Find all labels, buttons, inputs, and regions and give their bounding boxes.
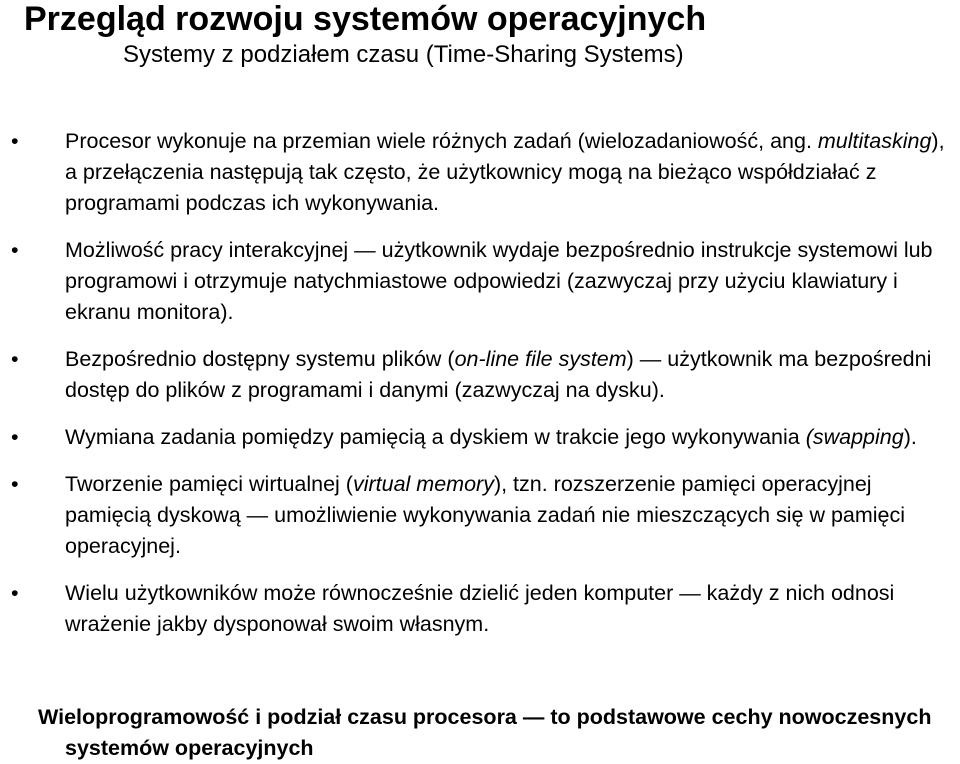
- bullet-item: [0, 126, 960, 219]
- bullet-text: [65, 422, 956, 453]
- bullet-text: [65, 126, 956, 219]
- bullet-text-italic: multitasking: [817, 129, 932, 153]
- bullet-text-part: Możliwość pracy interakcyjnej — użytkownik wydaje bezpośrednio instrukcje systemowi lub programowi i otrzymuje natychmiastowe odpowiedzi (zazwyczaj przy użyciu klawiatury i ekranu monitora).: [65, 238, 933, 324]
- summary-statement: [38, 702, 958, 764]
- bullet-list: [0, 126, 960, 656]
- bullet-text-part: Tworzenie pamięci wirtualnej (: [65, 472, 353, 496]
- bullet-text: [65, 469, 956, 562]
- bullet-text-italic: virtual memory: [352, 472, 494, 496]
- bullet-marker: •: [11, 472, 19, 496]
- bullet-item: [0, 422, 960, 453]
- bullet-text-part: Bezpośrednio dostępny systemu plików (: [65, 347, 455, 371]
- bullet-marker: •: [11, 425, 19, 449]
- bullet-text: [65, 235, 956, 328]
- bullet-item: [0, 344, 960, 406]
- slide-subtitle: Systemy z podziałem czasu (Time-Sharing Systems): [123, 41, 684, 68]
- bullet-text-part: Wielu użytkowników może równocześnie dzielić jeden komputer — każdy z nich odnosi wrażenie jakby dysponował swoim własnym.: [65, 581, 895, 636]
- bullet-item: [0, 235, 960, 328]
- bullet-marker: •: [11, 238, 19, 262]
- summary-text: Wieloprogramowość i podział czasu procesora — to podstawowe cechy nowoczesnych systemów operacyjnych: [38, 705, 932, 760]
- bullet-text-part: Procesor wykonuje na przemian wiele różnych zadań (wielozadaniowość, ang.: [65, 129, 818, 153]
- bullet-marker: •: [11, 129, 19, 153]
- bullet-marker: •: [11, 581, 19, 605]
- bullet-text-part: ) — użytkownik ma bezpośredni dostęp do plików z programami i danymi (zazwyczaj na dysku).: [65, 347, 932, 402]
- bullet-text-italic: on-line file system: [454, 347, 627, 371]
- bullet-marker: •: [11, 347, 19, 371]
- bullet-text-part: ).: [903, 425, 917, 449]
- bullet-text-italic: (swapping: [805, 425, 904, 449]
- bullet-text: [65, 344, 956, 406]
- bullet-item: [0, 469, 960, 562]
- bullet-text-part: ), a przełączenia następują tak często, że użytkownicy mogą na bieżąco współdziałać z programami podczas ich wykonywania.: [65, 129, 945, 215]
- bullet-text: [65, 578, 956, 640]
- slide-title: Przegląd rozwoju systemów operacyjnych: [24, 0, 707, 38]
- bullet-item: [0, 578, 960, 640]
- bullet-text-part: ), tzn. rozszerzenie pamięci operacyjnej pamięcią dyskową — umożliwienie wykonywania zadań nie mieszczących się w pamięci operacyjnej.: [65, 472, 906, 558]
- bullet-text-part: Wymiana zadania pomiędzy pamięcią a dyskiem w trakcie jego wykonywania: [65, 425, 806, 449]
